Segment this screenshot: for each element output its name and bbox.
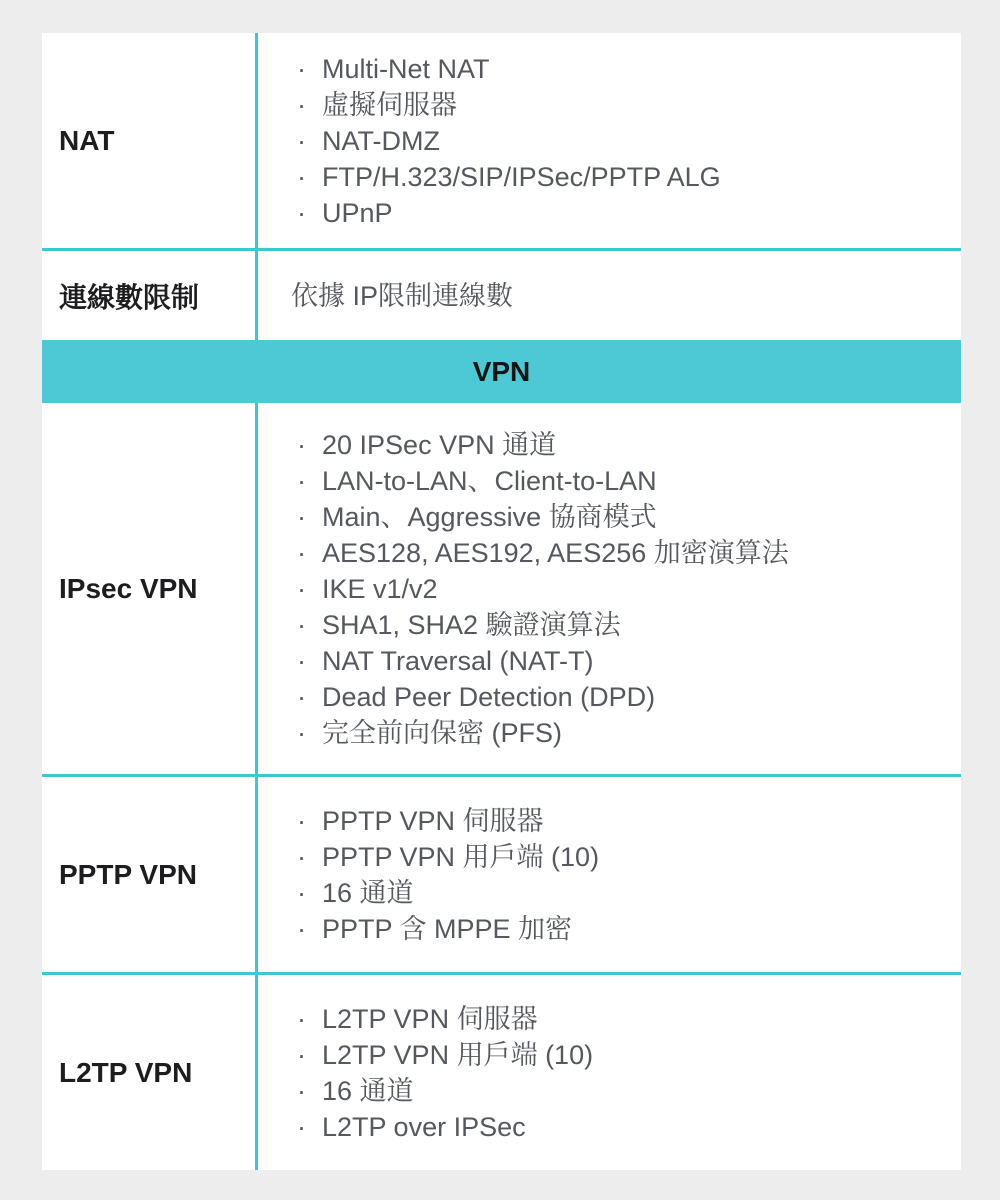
bullet-list <box>258 1001 961 1145</box>
bullet-icon: · <box>297 1039 306 1070</box>
spec-bullet-item <box>258 1073 961 1109</box>
spec-row-nat <box>42 33 961 251</box>
spec-bullet-item <box>258 571 961 607</box>
row-content-cell <box>258 777 961 972</box>
bullet-icon: · <box>297 197 306 228</box>
spec-table <box>42 33 961 1170</box>
spec-item-text: Main、Aggressive 協商模式 <box>322 501 657 532</box>
bullet-icon: · <box>297 681 306 712</box>
bullet-icon: · <box>297 1003 306 1034</box>
bullet-icon: · <box>297 609 306 640</box>
bullet-list <box>258 427 961 751</box>
spec-bullet-item <box>258 51 961 87</box>
row-label: PPTP VPN <box>59 858 197 890</box>
bullet-icon: · <box>297 913 306 944</box>
bullet-icon: · <box>297 89 306 120</box>
bullet-icon: · <box>297 805 306 836</box>
spec-item-text: L2TP over IPSec <box>322 1111 526 1142</box>
spec-bullet-item <box>258 803 961 839</box>
bullet-list <box>258 803 961 947</box>
row-label: IPsec VPN <box>59 572 198 604</box>
spec-bullet-item <box>258 875 961 911</box>
bullet-icon: · <box>297 465 306 496</box>
spec-bullet-item <box>258 463 961 499</box>
spec-item-text: NAT-DMZ <box>322 125 440 156</box>
bullet-icon: · <box>297 429 306 460</box>
bullet-icon: · <box>297 537 306 568</box>
spec-bullet-item <box>258 911 961 947</box>
row-content-cell <box>258 403 961 774</box>
spec-row-l2tp-vpn <box>42 975 961 1170</box>
spec-bullet-item <box>258 535 961 571</box>
spec-item-text: PPTP 含 MPPE 加密 <box>322 913 573 944</box>
spec-item-text: L2TP VPN 用戶端 (10) <box>322 1039 594 1070</box>
spec-item-text: LAN-to-LAN、Client-to-LAN <box>322 465 657 496</box>
section-title: VPN <box>472 355 531 387</box>
spec-bullet-item <box>258 123 961 159</box>
bullet-icon: · <box>297 53 306 84</box>
spec-item-text: 20 IPSec VPN 通道 <box>322 429 557 460</box>
bullet-icon: · <box>297 573 306 604</box>
spec-item-text: IKE v1/v2 <box>322 573 438 604</box>
bullet-icon: · <box>297 1075 306 1106</box>
spec-bullet-item <box>258 643 961 679</box>
bullet-icon: · <box>297 125 306 156</box>
row-label-cell <box>42 251 255 340</box>
spec-item-text: Dead Peer Detection (DPD) <box>322 681 656 712</box>
spec-item-text: AES128, AES192, AES256 加密演算法 <box>322 537 789 568</box>
spec-item-text: 虛擬伺服器 <box>322 89 457 120</box>
spec-bullet-item <box>258 679 961 715</box>
spec-item-text: 完全前向保密 (PFS) <box>322 717 562 748</box>
row-content-cell <box>258 975 961 1170</box>
spec-row-pptp-vpn <box>42 777 961 975</box>
bullet-icon: · <box>297 717 306 748</box>
spec-item-text: L2TP VPN 伺服器 <box>322 1003 538 1034</box>
row-content-cell <box>258 33 961 248</box>
spec-row-connection-limit <box>42 251 961 340</box>
spec-bullet-item <box>258 427 961 463</box>
row-label: L2TP VPN <box>59 1056 193 1088</box>
row-label-cell <box>42 33 255 248</box>
spec-bullet-item <box>258 607 961 643</box>
spec-bullet-item <box>258 1001 961 1037</box>
row-label-cell <box>42 975 255 1170</box>
spec-bullet-item <box>258 839 961 875</box>
spec-item-text: Multi-Net NAT <box>322 53 490 84</box>
bullet-icon: · <box>297 501 306 532</box>
spec-bullet-item <box>258 715 961 751</box>
spec-bullet-item <box>258 87 961 123</box>
spec-item-text: UPnP <box>322 197 393 228</box>
spec-bullet-item <box>258 159 961 195</box>
spec-bullet-item <box>258 1037 961 1073</box>
bullet-list <box>258 51 961 231</box>
row-label: NAT <box>59 124 115 156</box>
bullet-icon: · <box>297 645 306 676</box>
spec-item-text: FTP/H.323/SIP/IPSec/PPTP ALG <box>322 161 721 192</box>
spec-text: 依據 IP限制連線數 <box>291 280 514 311</box>
spec-item-text: NAT Traversal (NAT-T) <box>322 645 594 676</box>
row-label-cell <box>42 403 255 774</box>
bullet-icon: · <box>297 877 306 908</box>
row-label-cell <box>42 777 255 972</box>
bullet-icon: · <box>297 161 306 192</box>
spec-bullet-item <box>258 195 961 231</box>
spec-row-ipsec-vpn <box>42 403 961 777</box>
spec-item-text: PPTP VPN 用戶端 (10) <box>322 841 600 872</box>
spec-item-text: PPTP VPN 伺服器 <box>322 805 544 836</box>
row-label: 連線數限制 <box>59 281 200 313</box>
spec-item-text: 16 通道 <box>322 877 414 908</box>
bullet-icon: · <box>297 1111 306 1142</box>
bullet-icon: · <box>297 841 306 872</box>
spec-bullet-item <box>258 499 961 535</box>
spec-bullet-item <box>258 1109 961 1145</box>
row-content-cell <box>258 251 961 340</box>
spec-item-text: 16 通道 <box>322 1075 414 1106</box>
section-header-vpn <box>42 340 961 403</box>
spec-item-text: SHA1, SHA2 驗證演算法 <box>322 609 621 640</box>
